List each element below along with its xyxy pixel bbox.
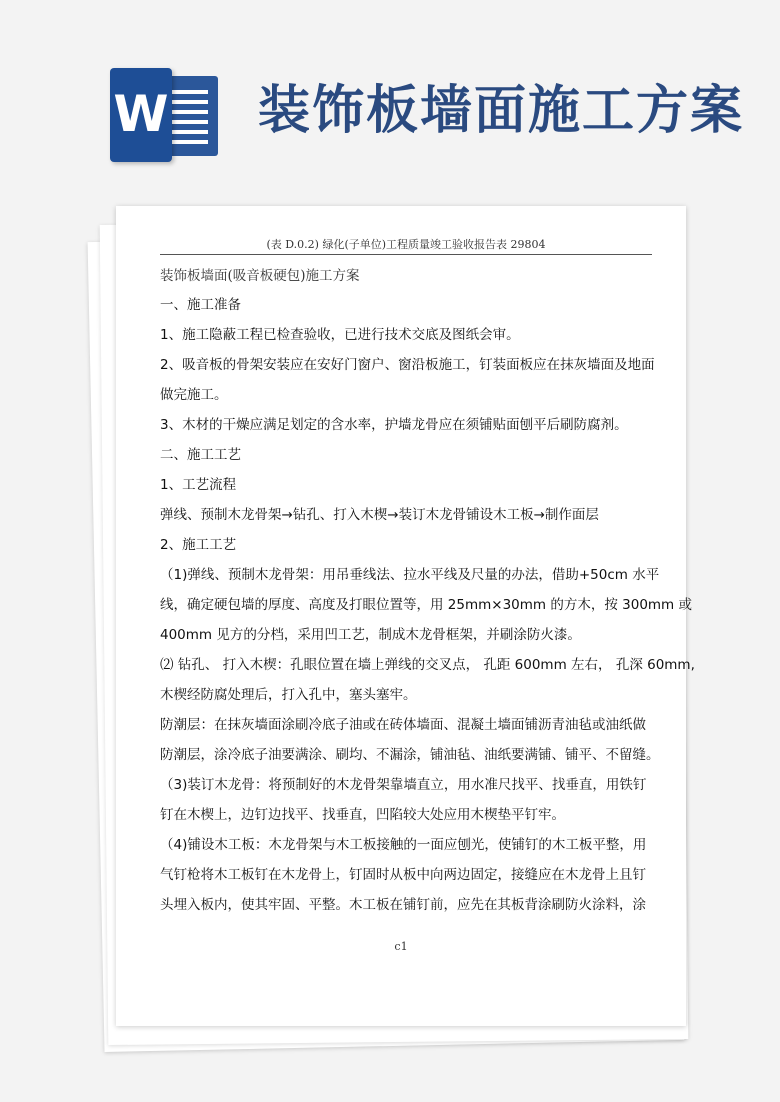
subsection-heading: 2、施工工艺 <box>160 537 237 553</box>
subsection-heading: 1、工艺流程 <box>160 477 237 493</box>
document-body <box>160 290 695 920</box>
banner-title: 装饰板墙面施工方案 <box>258 81 745 141</box>
paragraph-line: （4)铺设木工板：木龙骨架与木工板接触的一面应刨光，使铺钉的木工板平整，用 <box>160 837 647 853</box>
banner <box>0 0 780 190</box>
paragraph-line: （1)弹线、预制木龙骨架：用吊垂线法、拉水平线及尺量的办法，借助+50cm 水平 <box>160 567 660 583</box>
word-document-icon <box>110 68 220 162</box>
paragraph-line: 弹线、预制木龙骨架→钻孔、打入木楔→装订木龙骨铺设木工板→制作面层 <box>160 507 599 523</box>
header-rule <box>160 254 652 255</box>
paragraph-line: 防潮层：在抹灰墙面涂刷冷底子油或在砖体墙面、混凝土墙面铺沥青油毡或油纸做 <box>160 717 646 733</box>
word-logo-letter: W <box>113 85 169 143</box>
paragraph-line: 1、施工隐蔽工程已检查验收，已进行技术交底及图纸会审。 <box>160 327 520 343</box>
paragraph-line: 气钉枪将木工板钉在木龙骨上，钉固时从板中向两边固定，接缝应在木龙骨上且钉 <box>160 867 646 883</box>
paragraph-line: 3、木材的干燥应满足划定的含水率，护墙龙骨应在须铺贴面刨平后刷防腐剂。 <box>160 417 628 433</box>
paragraph-line: ⑵ 钻孔、 打入木楔：孔眼位置在墙上弹线的交叉点， 孔距 600mm 左右， 孔深 60mm, <box>160 657 695 673</box>
document-page <box>116 206 695 1026</box>
paragraph-line: 头埋入板内，使其牢固、平整。木工板在铺钉前，应先在其板背涂刷防火涂料，涂 <box>160 897 646 913</box>
page-number: c1 <box>394 940 408 953</box>
page-header: (表 D.0.2) 绿化(子单位)工程质量竣工验收报告表 29804 <box>266 238 546 251</box>
paragraph-line: 木楔经防腐处理后，打入孔中，塞头塞牢。 <box>160 687 417 703</box>
paragraph-line: 400mm 见方的分档，采用凹工艺，制成木龙骨框架，并刷涂防火漆。 <box>160 627 581 643</box>
paragraph-line: 2、吸音板的骨架安装应在安好门窗户、窗沿板施工，钉装面板应在抹灰墙面及地面 <box>160 357 655 373</box>
paragraph-line: 钉在木楔上，边钉边找平、找垂直，凹陷较大处应用木楔垫平钉牢。 <box>160 807 565 823</box>
word-tile <box>110 68 172 162</box>
paragraph-line: 防潮层，涂冷底子油要满涂、刷均、不漏涂，铺油毡、油纸要满铺、铺平、不留缝。 <box>160 747 660 763</box>
paragraph-line: （3)装订木龙骨：将预制好的木龙骨架靠墙直立，用水准尺找平、找垂直，用铁钉 <box>160 777 647 793</box>
section-heading: 一、施工准备 <box>160 297 241 313</box>
section-heading: 二、施工工艺 <box>160 447 241 463</box>
document-title: 装饰板墙面(吸音板硬包)施工方案 <box>160 268 360 284</box>
paragraph-line: 线，确定硬包墙的厚度、高度及打眼位置等，用 25mm×30mm 的方木，按 300mm 或 <box>160 597 693 613</box>
paragraph-line: 做完施工。 <box>160 387 228 403</box>
